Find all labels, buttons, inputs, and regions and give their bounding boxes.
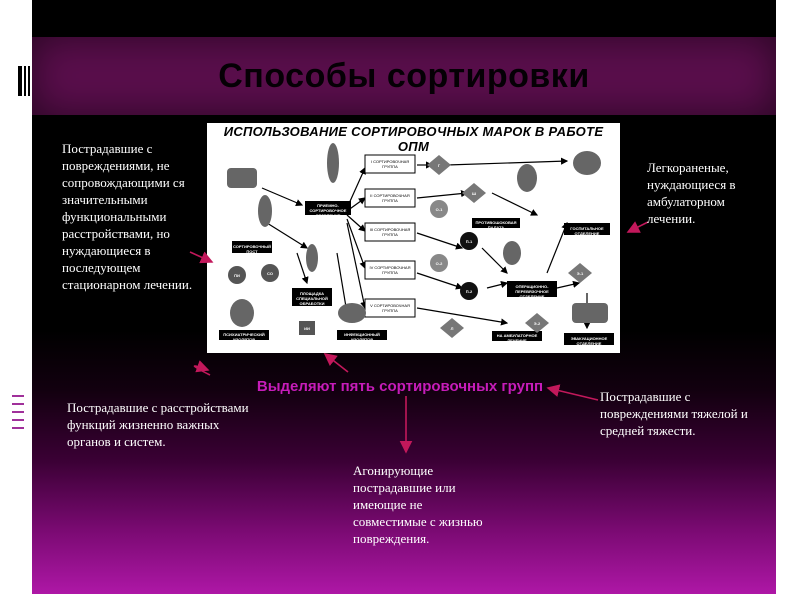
arrow-group-3-b bbox=[325, 354, 348, 372]
diagram-mark: О-1 bbox=[435, 207, 443, 212]
diagram-label: III СОРТИРОВОЧНАЯ ГРУППА bbox=[369, 227, 411, 237]
diagram-mark: ПИ bbox=[234, 273, 240, 278]
diagram-label: ГОСПИТАЛЬНОЕ ОТДЕЛЕНИЕ bbox=[570, 226, 604, 236]
diagram-label: ОПЕРАЦИОННО-ПЕРЕВЯЗОЧНОЕ ОТДЕЛЕНИЕ bbox=[515, 284, 549, 299]
diagram-label: IV СОРТИРОВОЧНАЯ ГРУППА bbox=[369, 265, 411, 275]
diagram-mark: ИИ bbox=[304, 326, 310, 331]
diagram-mark: Э-1 bbox=[576, 271, 584, 276]
arrow-group-3 bbox=[194, 366, 210, 375]
diagram-mark: Л bbox=[450, 326, 454, 331]
note-group-severe: Пострадавшие с повреждениями тяжелой и средней тяжести. bbox=[600, 389, 748, 438]
diagram-mark: О-2 bbox=[435, 261, 443, 266]
diagram-mark: Г bbox=[437, 163, 441, 168]
diagram-label: I СОРТИРОВОЧНАЯ ГРУППА bbox=[370, 159, 410, 169]
diagram-mark: Э-2 bbox=[533, 321, 541, 326]
diagram-mark: П-2 bbox=[465, 289, 473, 294]
page-title: Способы сортировки bbox=[218, 57, 590, 95]
diagram-title: ИСПОЛЬЗОВАНИЕ СОРТИРОВОЧНЫХ МАРОК В РАБОТЕ ОПМ bbox=[223, 124, 604, 154]
diagram-mark: Ш bbox=[471, 191, 477, 196]
diagram-label: ЭВАКУАЦИОННОЕ ОТДЕЛЕНИЕ bbox=[570, 336, 608, 346]
diagram-label: ПРИЕМНО-СОРТИРОВОЧНОЕ ОТДЕЛЕНИЕ bbox=[309, 203, 347, 218]
note-group-vital: Пострадавшие с расстройствами функций жизненно важных органов и систем. bbox=[67, 400, 249, 449]
diagram-label: ИНФЕКЦИОННЫЙ ИЗОЛЯТОР bbox=[344, 332, 380, 342]
diagram-label: ПЛОЩАДКА СПЕЦИАЛЬНОЙ ОБРАБОТКИ bbox=[296, 291, 328, 306]
note-group-stationary: Пострадавшие с повреждениями, не сопровождающими ся значительными функциональными расстройствами, но нуждающиеся в последующем стационарном лечении. bbox=[62, 141, 193, 292]
diagram-label: V СОРТИРОВОЧНАЯ ГРУППА bbox=[370, 303, 410, 313]
diagram-label: ПРОТИВОШОКОВАЯ ПАЛАТА bbox=[475, 220, 517, 230]
diagram-mark: П-1 bbox=[465, 239, 473, 244]
diagram-label: ПСИХИАТРИЧЕСКИЙ ИЗОЛЯТОР bbox=[223, 332, 265, 342]
diagram-label: СОРТИРОВОЧНЫЙ ПОСТ bbox=[233, 244, 271, 254]
diagram-mark: СО bbox=[267, 271, 273, 276]
headline: Выделяют пять сортировочных групп bbox=[256, 378, 544, 395]
note-group-light: Легкораненые, нуждающиеся в амбулаторном лечении. bbox=[647, 160, 736, 226]
arrow-group-2 bbox=[628, 222, 648, 232]
diagram-label: II СОРТИРОВОЧНАЯ ГРУППА bbox=[370, 193, 410, 203]
note-group-agonal: Агонирующие пострадавшие или имеющие не совместимые с жизнью повреждения. bbox=[353, 463, 483, 546]
diagram-label: НА АМБУЛАТОРНОЕ ЛЕЧЕНИЕ bbox=[496, 333, 538, 343]
